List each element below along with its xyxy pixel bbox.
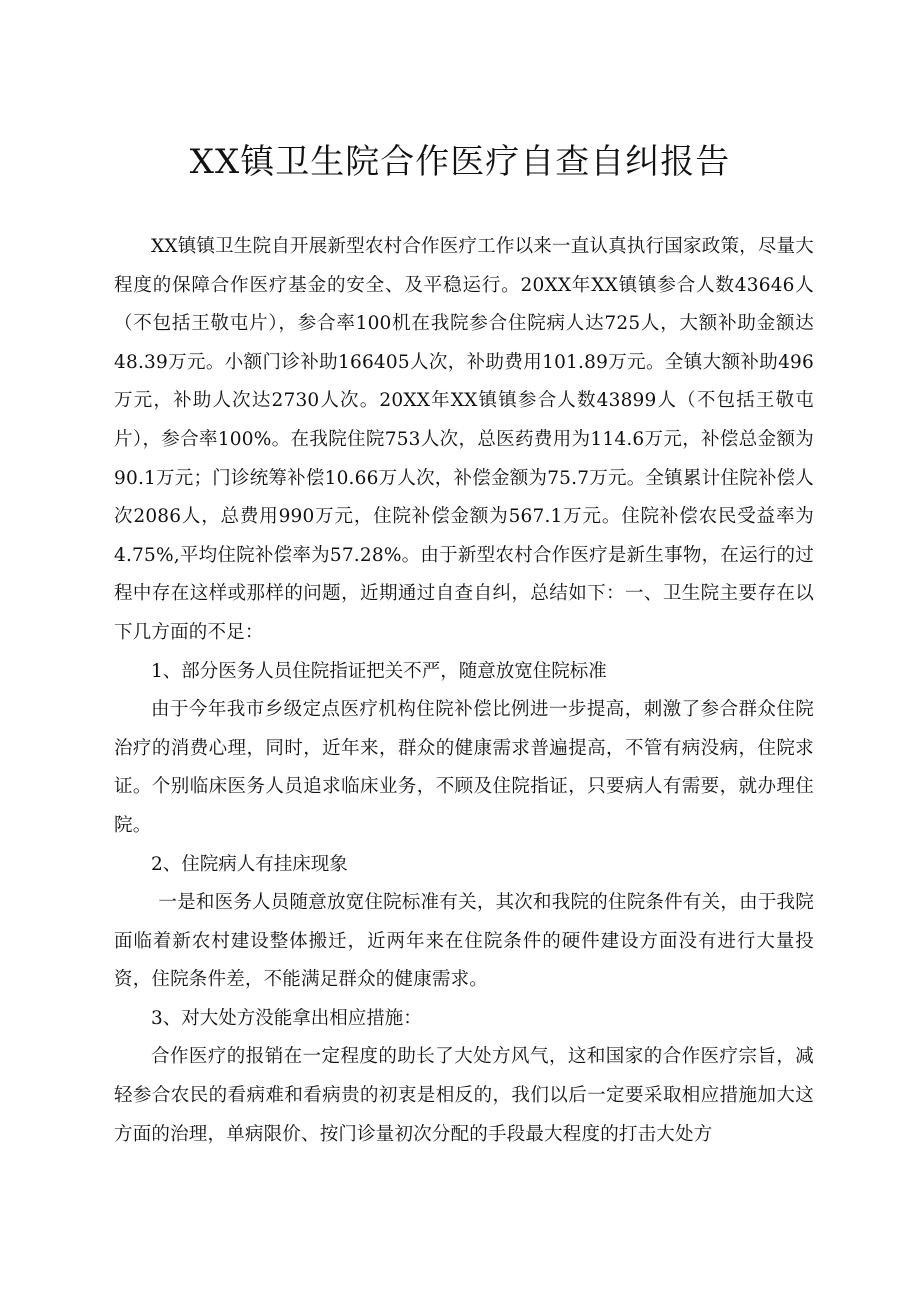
document-body <box>114 228 814 1154</box>
document-title: XX镇卫生院合作医疗自查自纠报告 <box>189 142 731 182</box>
paragraph-section-1: 由于今年我市乡级定点医疗机构住院补偿比例进一步提高，刺激了参合群众住院治疗的消费心理，同时，近年来，群众的健康需求普遍提高，不管有病没病，住院求证。个别临床医务人员追求临床业务，不顾及住院指证，只要病人有需要，就办理住院。 <box>114 699 814 836</box>
paragraph-section-3: 合作医疗的报销在一定程度的助长了大处方风气，这和国家的合作医疗宗旨，减轻参合农民的看病难和看病贵的初衷是相反的，我们以后一定要采取相应措施加大这方面的治理，单病限价、按门诊量初次分配的手段最大程度的打击大处方 <box>114 1046 814 1145</box>
section-heading-1: 1、部分医务人员住院指证把关不严，随意放宽住院标准 <box>151 660 607 682</box>
paragraph-section-2: 一是和医务人员随意放宽住院标准有关，其次和我院的住院条件有关，由于我院面临着新农村建设整体搬迁，近两年来在住院条件的硬件建设方面没有进行大量投资，住院条件差，不能满足群众的健康需求。 <box>114 892 814 991</box>
section-heading-3: 3、对大处方没能拿出相应措施： <box>151 1007 422 1029</box>
paragraph-overview: XX镇镇卫生院自开展新型农村合作医疗工作以来一直认真执行国家政策，尽量大程度的保障合作医疗基金的安全、及平稳运行。20XX年XX镇镇参合人数43646人（不包括王敬屯片），参合率100机在我院参合住院病人达725人，大额补助金额达48.39万元。小额门诊补助166405人次，补助费用101.89万元。全镇大额补助496万元，补助人次达2730人次。20XX年XX镇镇参合人数43899人（不包括王敬屯片），参合率100%。在我院住院753人次，总医药费用为114.6万元，补偿总金额为90.1万元；门诊统筹补偿10.66万人次，补偿金额为75.7万元。全镇累计住院补偿人次2086人，总费用990万元，住院补偿金额为567.1万元。住院补偿农民受益率为4.75%,平均住院补偿率为57.28%。由于新型农村合作医疗是新生事物，在运行的过程中存在这样或那样的问题，近期通过自查自纠，总结如下：一、卫生院主要存在以下几方面的不足： <box>114 236 814 643</box>
section-heading-2: 2、住院病人有挂床现象 <box>151 853 348 875</box>
